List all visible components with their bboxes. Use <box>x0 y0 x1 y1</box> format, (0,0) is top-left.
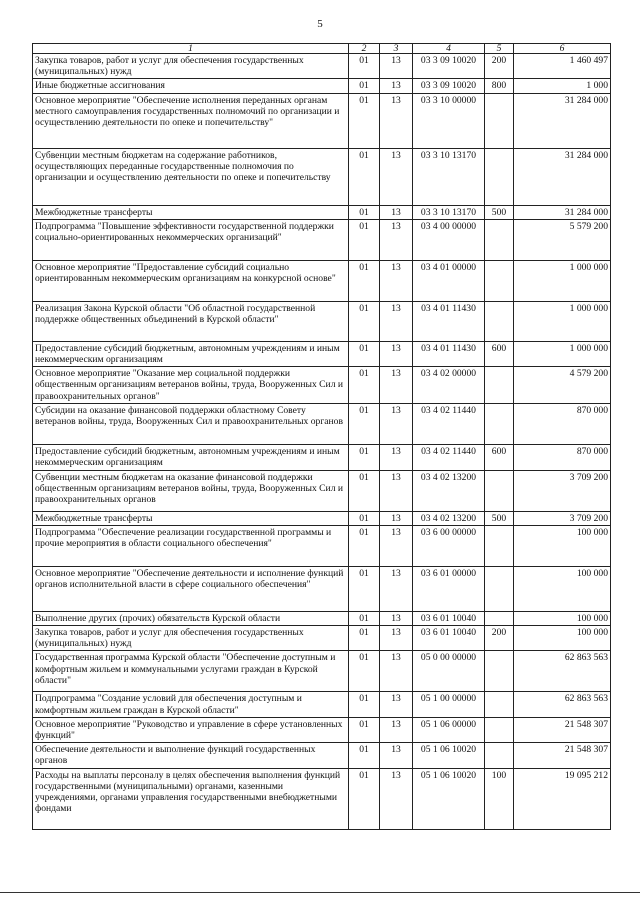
row-subsection-cell: 13 <box>380 54 413 79</box>
row-target-article-cell: 05 1 06 10020 <box>413 768 485 829</box>
col-header-expense-type: 5 <box>485 44 514 54</box>
table-row <box>33 470 611 511</box>
row-expense-type-cell <box>485 611 514 625</box>
table-row <box>33 611 611 625</box>
row-target-article-cell: 03 3 10 13170 <box>413 148 485 205</box>
row-amount-cell: 62 863 563 <box>514 651 611 692</box>
row-subsection-cell: 13 <box>380 404 413 445</box>
col-header-amount: 6 <box>514 44 611 54</box>
row-target-article-cell: 03 4 02 11440 <box>413 445 485 470</box>
row-target-article-cell: 03 6 01 00000 <box>413 566 485 611</box>
row-expense-type-cell <box>485 260 514 301</box>
row-target-article-cell: 03 4 02 13200 <box>413 511 485 525</box>
table-row <box>33 79 611 93</box>
row-expense-type-cell <box>485 219 514 260</box>
row-name-cell: Основное мероприятие "Оказание мер социальной поддержки общественным организациям ветеранов войны, труда, Вооруженных Сил и правоохранительных органов" <box>33 367 349 404</box>
row-expense-type-cell <box>485 93 514 148</box>
row-target-article-cell: 03 3 10 13170 <box>413 205 485 219</box>
row-name-cell: Основное мероприятие "Руководство и управление в сфере установленных функций" <box>33 717 349 742</box>
row-name-cell: Предоставление субсидий бюджетным, автономным учреждениям и иным некоммерческим организациям <box>33 445 349 470</box>
row-expense-type-cell <box>485 404 514 445</box>
row-expense-type-cell <box>485 525 514 566</box>
row-expense-type-cell <box>485 566 514 611</box>
table-row <box>33 219 611 260</box>
row-target-article-cell: 03 4 01 11430 <box>413 341 485 366</box>
row-name-cell: Субвенции местным бюджетам на содержание работников, осуществляющих переданные государственные полномочия по организации и осуществлению деятельности по опеке и попечительству <box>33 148 349 205</box>
row-subsection-cell: 13 <box>380 93 413 148</box>
row-subsection-cell: 13 <box>380 148 413 205</box>
table-row <box>33 717 611 742</box>
row-subsection-cell: 13 <box>380 768 413 829</box>
row-amount-cell: 21 548 307 <box>514 717 611 742</box>
row-name-cell: Обеспечение деятельности и выполнение функций государственных органов <box>33 743 349 768</box>
row-name-cell: Межбюджетные трансферты <box>33 511 349 525</box>
row-expense-type-cell: 600 <box>485 445 514 470</box>
row-amount-cell: 1 460 497 <box>514 54 611 79</box>
row-name-cell: Подпрограмма "Повышение эффективности государственной поддержки социально-ориентированных некоммерческих организаций" <box>33 219 349 260</box>
row-section-cell: 01 <box>349 367 380 404</box>
row-section-cell: 01 <box>349 54 380 79</box>
row-target-article-cell: 05 1 06 10020 <box>413 743 485 768</box>
row-name-cell: Государственная программа Курской области "Обеспечение доступным и комфортным жильем и коммунальными услугами граждан в Курской области" <box>33 651 349 692</box>
row-subsection-cell: 13 <box>380 511 413 525</box>
row-target-article-cell: 03 4 02 00000 <box>413 367 485 404</box>
row-target-article-cell: 03 4 00 00000 <box>413 219 485 260</box>
row-target-article-cell: 03 6 00 00000 <box>413 525 485 566</box>
row-amount-cell: 31 284 000 <box>514 93 611 148</box>
row-section-cell: 01 <box>349 768 380 829</box>
row-section-cell: 01 <box>349 93 380 148</box>
row-name-cell: Закупка товаров, работ и услуг для обеспечения государственных (муниципальных) нужд <box>33 626 349 651</box>
budget-table <box>32 43 611 830</box>
row-section-cell: 01 <box>349 511 380 525</box>
row-target-article-cell: 03 3 10 00000 <box>413 93 485 148</box>
row-amount-cell: 5 579 200 <box>514 219 611 260</box>
row-expense-type-cell: 100 <box>485 768 514 829</box>
row-section-cell: 01 <box>349 743 380 768</box>
row-amount-cell: 1 000 000 <box>514 260 611 301</box>
table-row <box>33 445 611 470</box>
row-name-cell: Иные бюджетные ассигнования <box>33 79 349 93</box>
row-subsection-cell: 13 <box>380 79 413 93</box>
row-amount-cell: 31 284 000 <box>514 148 611 205</box>
row-subsection-cell: 13 <box>380 566 413 611</box>
row-subsection-cell: 13 <box>380 341 413 366</box>
row-subsection-cell: 13 <box>380 301 413 341</box>
row-target-article-cell: 03 4 02 13200 <box>413 470 485 511</box>
row-subsection-cell: 13 <box>380 470 413 511</box>
table-row <box>33 626 611 651</box>
table-row <box>33 341 611 366</box>
row-subsection-cell: 13 <box>380 445 413 470</box>
row-name-cell: Подпрограмма "Создание условий для обеспечения доступным и комфортным жильем граждан в Курской области" <box>33 692 349 717</box>
row-expense-type-cell: 500 <box>485 205 514 219</box>
row-amount-cell: 21 548 307 <box>514 743 611 768</box>
row-target-article-cell: 03 4 02 11440 <box>413 404 485 445</box>
row-target-article-cell: 03 6 01 10040 <box>413 611 485 625</box>
table-row <box>33 525 611 566</box>
row-section-cell: 01 <box>349 445 380 470</box>
row-subsection-cell: 13 <box>380 626 413 651</box>
row-section-cell: 01 <box>349 717 380 742</box>
row-amount-cell: 1 000 000 <box>514 341 611 366</box>
row-section-cell: 01 <box>349 566 380 611</box>
row-section-cell: 01 <box>349 470 380 511</box>
row-amount-cell: 19 095 212 <box>514 768 611 829</box>
row-name-cell: Предоставление субсидий бюджетным, автономным учреждениям и иным некоммерческим организациям <box>33 341 349 366</box>
row-target-article-cell: 03 3 09 10020 <box>413 54 485 79</box>
col-header-section: 2 <box>349 44 380 54</box>
row-section-cell: 01 <box>349 148 380 205</box>
table-row <box>33 301 611 341</box>
row-amount-cell: 100 000 <box>514 566 611 611</box>
row-amount-cell: 870 000 <box>514 404 611 445</box>
row-name-cell: Закупка товаров, работ и услуг для обеспечения государственных (муниципальных) нужд <box>33 54 349 79</box>
header-row <box>33 44 611 54</box>
row-target-article-cell: 03 4 01 11430 <box>413 301 485 341</box>
table-row <box>33 692 611 717</box>
row-amount-cell: 1 000 000 <box>514 301 611 341</box>
table-row <box>33 54 611 79</box>
row-amount-cell: 3 709 200 <box>514 511 611 525</box>
col-header-target-article: 4 <box>413 44 485 54</box>
row-section-cell: 01 <box>349 79 380 93</box>
row-subsection-cell: 13 <box>380 525 413 566</box>
row-subsection-cell: 13 <box>380 743 413 768</box>
row-target-article-cell: 05 1 06 00000 <box>413 717 485 742</box>
row-name-cell: Субсидии на оказание финансовой поддержки областному Совету ветеранов войны, труда, Вооруженных Сил и правоохранительных органов <box>33 404 349 445</box>
row-expense-type-cell <box>485 367 514 404</box>
row-expense-type-cell: 600 <box>485 341 514 366</box>
table-row <box>33 93 611 148</box>
row-section-cell: 01 <box>349 404 380 445</box>
row-subsection-cell: 13 <box>380 692 413 717</box>
row-name-cell: Подпрограмма "Обеспечение реализации государственной программы и прочие мероприятия в области социального обеспечения" <box>33 525 349 566</box>
table-row <box>33 260 611 301</box>
row-amount-cell: 3 709 200 <box>514 470 611 511</box>
row-name-cell: Расходы на выплаты персоналу в целях обеспечения выполнения функций государственными (муниципальными) органами, казенными учреждениями, органами управления государственными внебюджетными фондами <box>33 768 349 829</box>
row-amount-cell: 870 000 <box>514 445 611 470</box>
row-expense-type-cell <box>485 743 514 768</box>
row-section-cell: 01 <box>349 205 380 219</box>
row-subsection-cell: 13 <box>380 205 413 219</box>
row-section-cell: 01 <box>349 301 380 341</box>
row-section-cell: 01 <box>349 341 380 366</box>
table-row <box>33 511 611 525</box>
page-number: 5 <box>317 18 323 30</box>
col-header-subsection: 3 <box>380 44 413 54</box>
row-target-article-cell: 05 0 00 00000 <box>413 651 485 692</box>
row-name-cell: Межбюджетные трансферты <box>33 205 349 219</box>
row-subsection-cell: 13 <box>380 611 413 625</box>
row-target-article-cell: 05 1 00 00000 <box>413 692 485 717</box>
bottom-rule <box>0 892 640 893</box>
row-name-cell: Основное мероприятие "Обеспечение деятельности и исполнение функций органов исполнительной власти в сфере социального обеспечения" <box>33 566 349 611</box>
row-name-cell: Основное мероприятие "Обеспечение исполнения переданных органам местного самоуправления государственных полномочий по организации и осуществлению деятельности по опеке и попечительству" <box>33 93 349 148</box>
row-expense-type-cell <box>485 651 514 692</box>
table-row <box>33 566 611 611</box>
table-row <box>33 651 611 692</box>
row-amount-cell: 100 000 <box>514 611 611 625</box>
row-subsection-cell: 13 <box>380 367 413 404</box>
row-name-cell: Основное мероприятие "Предоставление субсидий социально ориентированным некоммерческим организациям на конкурсной основе" <box>33 260 349 301</box>
row-section-cell: 01 <box>349 626 380 651</box>
row-expense-type-cell: 800 <box>485 79 514 93</box>
row-target-article-cell: 03 4 01 00000 <box>413 260 485 301</box>
row-expense-type-cell <box>485 470 514 511</box>
row-amount-cell: 1 000 <box>514 79 611 93</box>
row-expense-type-cell <box>485 717 514 742</box>
row-amount-cell: 31 284 000 <box>514 205 611 219</box>
row-expense-type-cell: 200 <box>485 626 514 651</box>
row-expense-type-cell <box>485 692 514 717</box>
row-expense-type-cell: 200 <box>485 54 514 79</box>
row-section-cell: 01 <box>349 219 380 260</box>
table-row <box>33 404 611 445</box>
table-row <box>33 205 611 219</box>
row-amount-cell: 62 863 563 <box>514 692 611 717</box>
row-subsection-cell: 13 <box>380 260 413 301</box>
row-target-article-cell: 03 6 01 10040 <box>413 626 485 651</box>
row-subsection-cell: 13 <box>380 717 413 742</box>
row-section-cell: 01 <box>349 692 380 717</box>
table-row <box>33 148 611 205</box>
col-header-name: 1 <box>33 44 349 54</box>
row-target-article-cell: 03 3 09 10020 <box>413 79 485 93</box>
row-subsection-cell: 13 <box>380 219 413 260</box>
table-row <box>33 367 611 404</box>
row-subsection-cell: 13 <box>380 651 413 692</box>
row-amount-cell: 100 000 <box>514 626 611 651</box>
row-section-cell: 01 <box>349 525 380 566</box>
table-row <box>33 768 611 829</box>
row-section-cell: 01 <box>349 260 380 301</box>
row-section-cell: 01 <box>349 611 380 625</box>
row-expense-type-cell: 500 <box>485 511 514 525</box>
table-row <box>33 743 611 768</box>
table-body <box>33 54 611 830</box>
row-expense-type-cell <box>485 148 514 205</box>
row-expense-type-cell <box>485 301 514 341</box>
row-amount-cell: 100 000 <box>514 525 611 566</box>
row-section-cell: 01 <box>349 651 380 692</box>
row-name-cell: Выполнение других (прочих) обязательств Курской области <box>33 611 349 625</box>
row-name-cell: Субвенции местным бюджетам на оказание финансовой поддержки общественным организациям ветеранов войны, труда, Вооруженных Сил и правоохранительных органов <box>33 470 349 511</box>
row-amount-cell: 4 579 200 <box>514 367 611 404</box>
row-name-cell: Реализация Закона Курской области "Об областной государственной поддержке общественных объединений в Курской области" <box>33 301 349 341</box>
